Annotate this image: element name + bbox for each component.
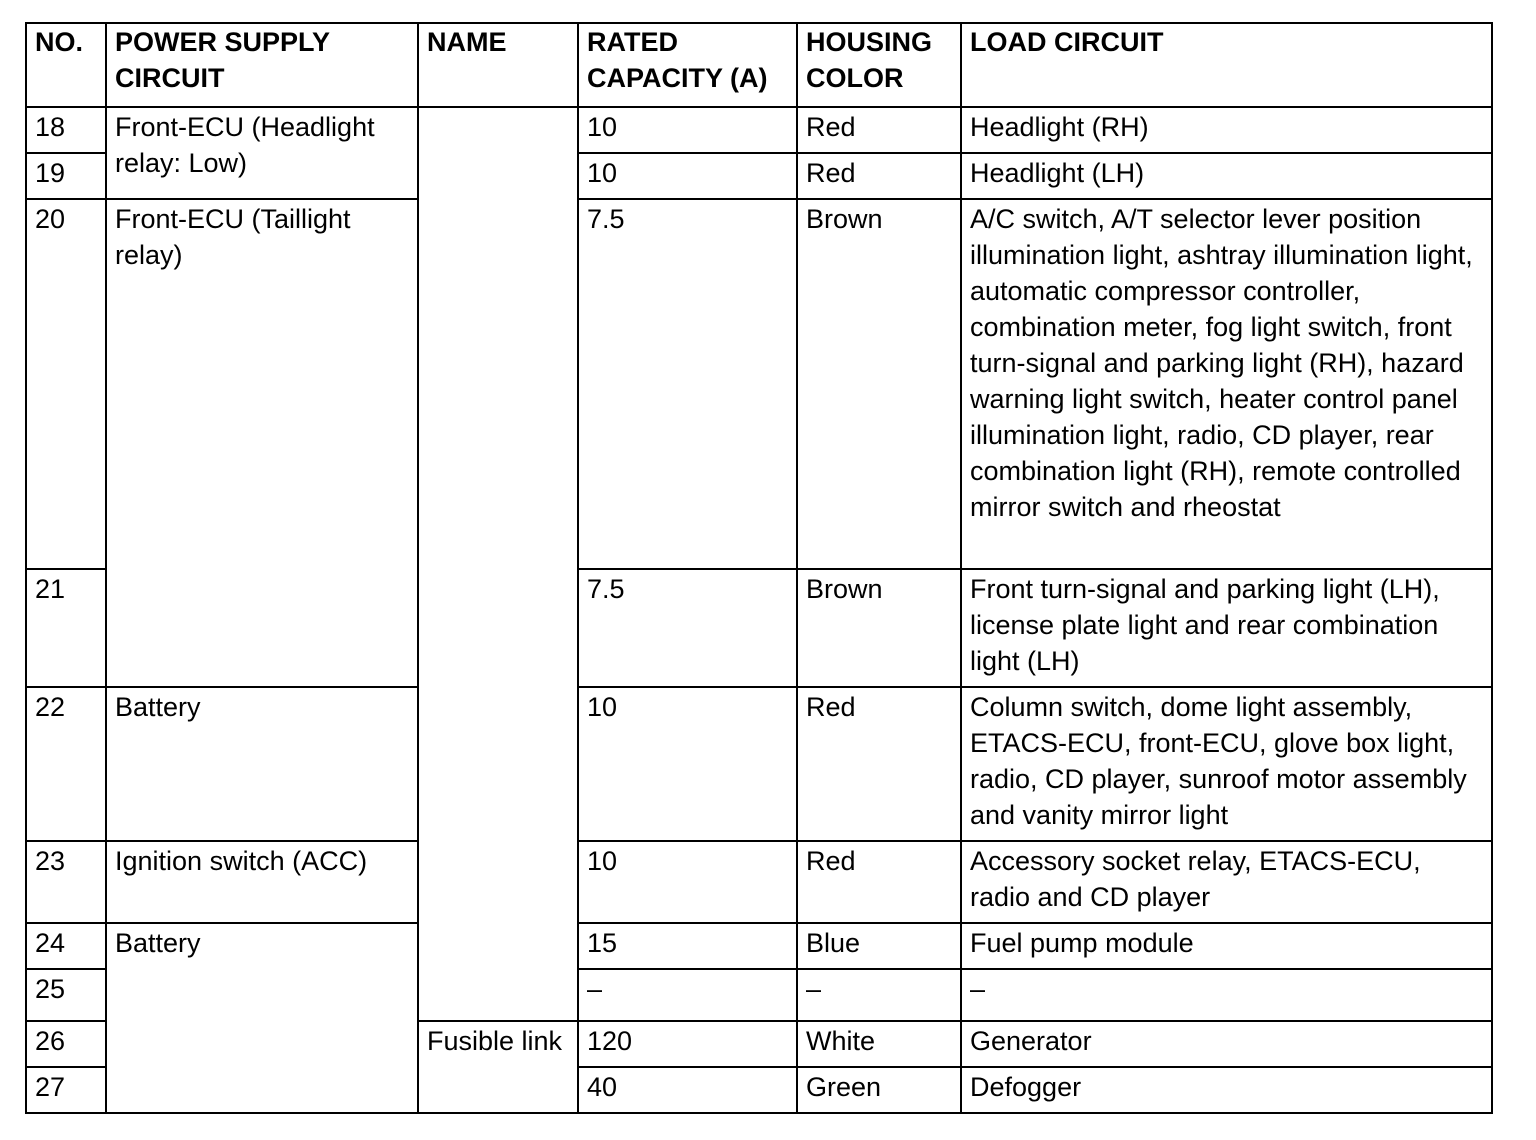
cell-no: 21: [26, 569, 106, 687]
table-header: [26, 23, 1492, 107]
cell-color: Green: [797, 1067, 961, 1113]
cell-load: Headlight (RH): [961, 107, 1492, 153]
cell-load: A/C switch, A/T selector lever position illumination light, ashtray illumination light, automatic compressor controller, combination meter, fog light switch, front turn-signal and parking light (RH), hazard warning light switch, heater control panel illumination light, radio, CD player, rear combination light (RH), remote controlled mirror switch and rheostat: [961, 199, 1492, 569]
table-row: [26, 199, 1492, 569]
header-load-circuit: LOAD CIRCUIT: [961, 23, 1492, 107]
cell-power-supply: Front-ECU (Headlight relay: Low): [106, 107, 418, 199]
cell-color: White: [797, 1021, 961, 1067]
header-name: NAME: [418, 23, 578, 107]
cell-name-empty: [418, 107, 578, 1021]
cell-color: –: [797, 969, 961, 1021]
cell-power-supply: Front-ECU (Taillight relay): [106, 199, 418, 687]
cell-capacity: 10: [578, 153, 797, 199]
cell-capacity: 7.5: [578, 569, 797, 687]
cell-power-supply: Battery: [106, 923, 418, 1113]
cell-load: Defogger: [961, 1067, 1492, 1113]
cell-load: Fuel pump module: [961, 923, 1492, 969]
cell-capacity: 10: [578, 687, 797, 841]
cell-color: Blue: [797, 923, 961, 969]
cell-color: Red: [797, 107, 961, 153]
cell-no: 23: [26, 841, 106, 923]
cell-load: Headlight (LH): [961, 153, 1492, 199]
cell-no: 27: [26, 1067, 106, 1113]
cell-no: 22: [26, 687, 106, 841]
cell-capacity: 10: [578, 841, 797, 923]
cell-load: Column switch, dome light assembly, ETACS-ECU, front-ECU, glove box light, radio, CD player, sunroof motor assembly and vanity mirror light: [961, 687, 1492, 841]
header-power-supply-circuit: POWER SUPPLY CIRCUIT: [106, 23, 418, 107]
cell-no: 20: [26, 199, 106, 569]
cell-load: Generator: [961, 1021, 1492, 1067]
table-body: [26, 107, 1492, 1113]
cell-color: Red: [797, 841, 961, 923]
header-row: [26, 23, 1492, 107]
header-housing-color: HOUSING COLOR: [797, 23, 961, 107]
cell-capacity: 7.5: [578, 199, 797, 569]
table-row: [26, 107, 1492, 153]
cell-capacity: –: [578, 969, 797, 1021]
cell-no: 19: [26, 153, 106, 199]
cell-name: Fusible link: [418, 1021, 578, 1113]
header-no: NO.: [26, 23, 106, 107]
table-row: [26, 923, 1492, 969]
cell-color: Red: [797, 153, 961, 199]
cell-capacity: 15: [578, 923, 797, 969]
cell-color: Red: [797, 687, 961, 841]
header-rated-capacity: RATED CAPACITY (A): [578, 23, 797, 107]
table-row: [26, 841, 1492, 923]
cell-no: 26: [26, 1021, 106, 1067]
cell-power-supply: Battery: [106, 687, 418, 841]
cell-color: Brown: [797, 569, 961, 687]
cell-power-supply: Ignition switch (ACC): [106, 841, 418, 923]
cell-no: 18: [26, 107, 106, 153]
cell-no: 24: [26, 923, 106, 969]
cell-capacity: 40: [578, 1067, 797, 1113]
cell-color: Brown: [797, 199, 961, 569]
fuse-table: [25, 22, 1493, 1114]
cell-load: Front turn-signal and parking light (LH), license plate light and rear combination light (LH): [961, 569, 1492, 687]
cell-load: –: [961, 969, 1492, 1021]
cell-load: Accessory socket relay, ETACS-ECU, radio and CD player: [961, 841, 1492, 923]
cell-capacity: 10: [578, 107, 797, 153]
table-row: [26, 687, 1492, 841]
cell-no: 25: [26, 969, 106, 1021]
cell-capacity: 120: [578, 1021, 797, 1067]
